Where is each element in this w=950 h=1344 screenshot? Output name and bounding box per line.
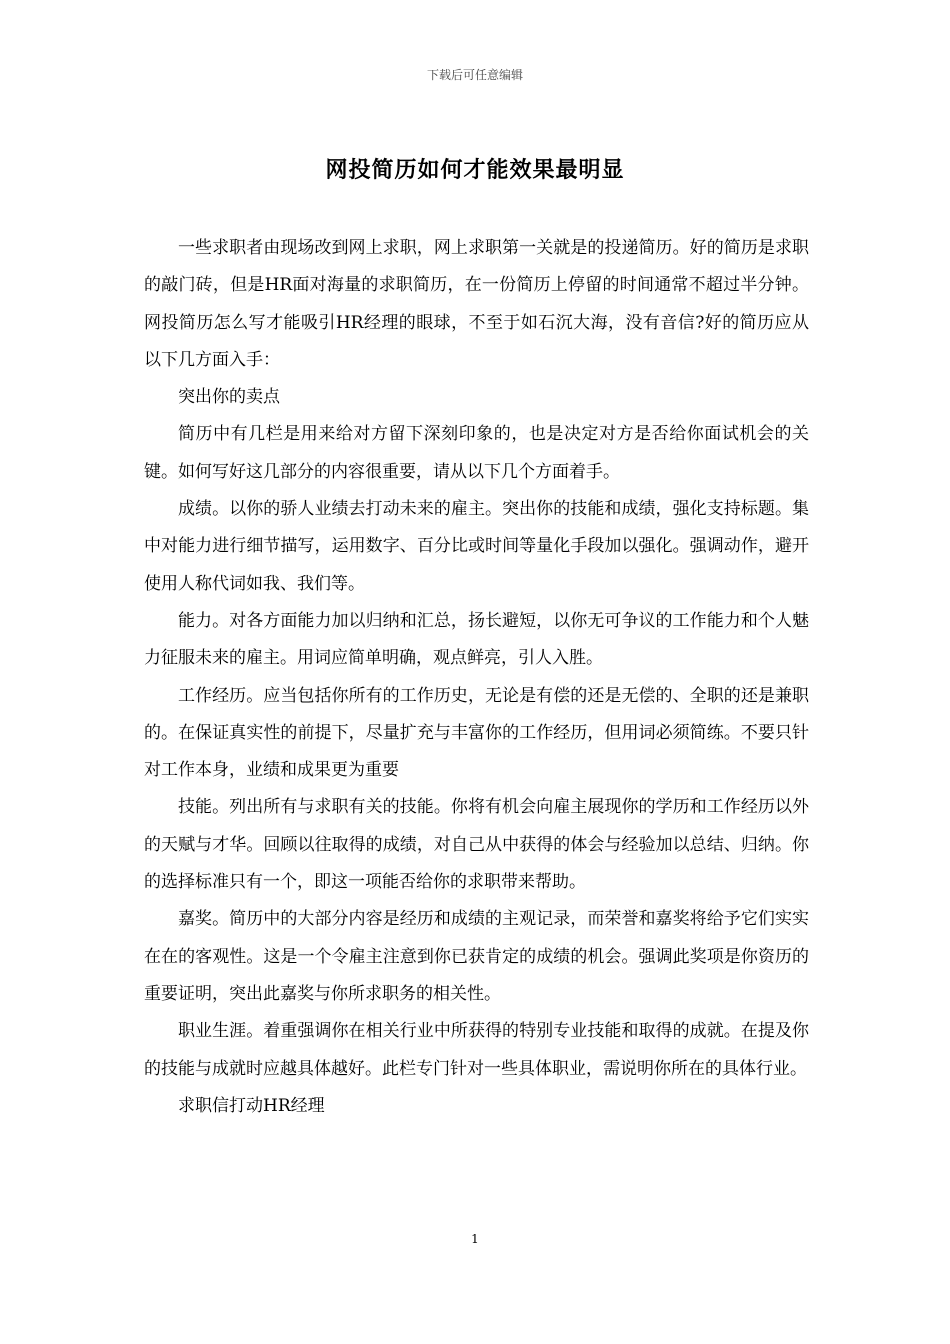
page-number: 1 (471, 1232, 479, 1246)
paragraph-work-experience: 工作经历。应当包括你所有的工作历史，无论是有偿的还是无偿的、全职的还是兼职的。在保证真实性的前提下，尽量扩充与丰富你的工作经历，但用词必须简练。不要只针对工作本身，业绩和成果更为重要 (144, 685, 809, 781)
paragraph-intro: 一些求职者由现场改到网上求职，网上求职第一关就是的投递简历。好的简历是求职的敲门砖，但是HR面对海量的求职简历，在一份简历上停留的时间通常不超过半分钟。网投简历怎么写才能吸引HR经理的眼球，不至于如石沉大海，没有音信?好的简历应从以下几方面入手： (144, 238, 809, 370)
paragraph: 简历中有几栏是用来给对方留下深刻印象的，也是决定对方是否给你面试机会的关键。如何写好这几部分的内容很重要，请从以下几个方面着手。 (144, 424, 809, 482)
paragraph-skills: 技能。列出所有与求职有关的技能。你将有机会向雇主展现你的学历和工作经历以外的天赋与才华。回顾以往取得的成绩，对自己从中获得的体会与经验加以总结、归纳。你的选择标准只有一个，即这一项能否给你的求职带来帮助。 (144, 797, 809, 893)
document-title: 网投简历如何才能效果最明显 (325, 157, 625, 183)
paragraph-abilities: 能力。对各方面能力加以归纳和汇总，扬长避短，以你无可争议的工作能力和个人魅力征服未来的雇主。用词应简单明确，观点鲜亮，引人入胜。 (144, 610, 809, 669)
page-header-note: 下载后可任意编辑 (426, 68, 523, 82)
paragraph-career: 职业生涯。着重强调你在相关行业中所获得的特别专业技能和取得的成就。在提及你的技能与成就时应越具体越好。此栏专门针对一些具体职业，需说明你所在的具体行业。 (144, 1021, 809, 1079)
paragraph-achievements: 成绩。以你的骄人业绩去打动未来的雇主。突出你的技能和成绩，强化支持标题。集中对能力进行细节描写，运用数字、百分比或时间等量化手段加以强化。强调动作，避开使用人称代词如我、我们等。 (144, 499, 809, 594)
document-body (144, 230, 809, 1125)
paragraph-awards: 嘉奖。简历中的大部分内容是经历和成绩的主观记录，而荣誉和嘉奖将给予它们实实在在的客观性。这是一个令雇主注意到你已获肯定的成绩的机会。强调此奖项是你资历的重要证明，突出此嘉奖与你所求职务的相关性。 (144, 909, 809, 1004)
paragraph-section-heading: 突出你的卖点 (178, 387, 280, 408)
paragraph-cover-letter-heading: 求职信打动HR经理 (178, 1095, 325, 1116)
